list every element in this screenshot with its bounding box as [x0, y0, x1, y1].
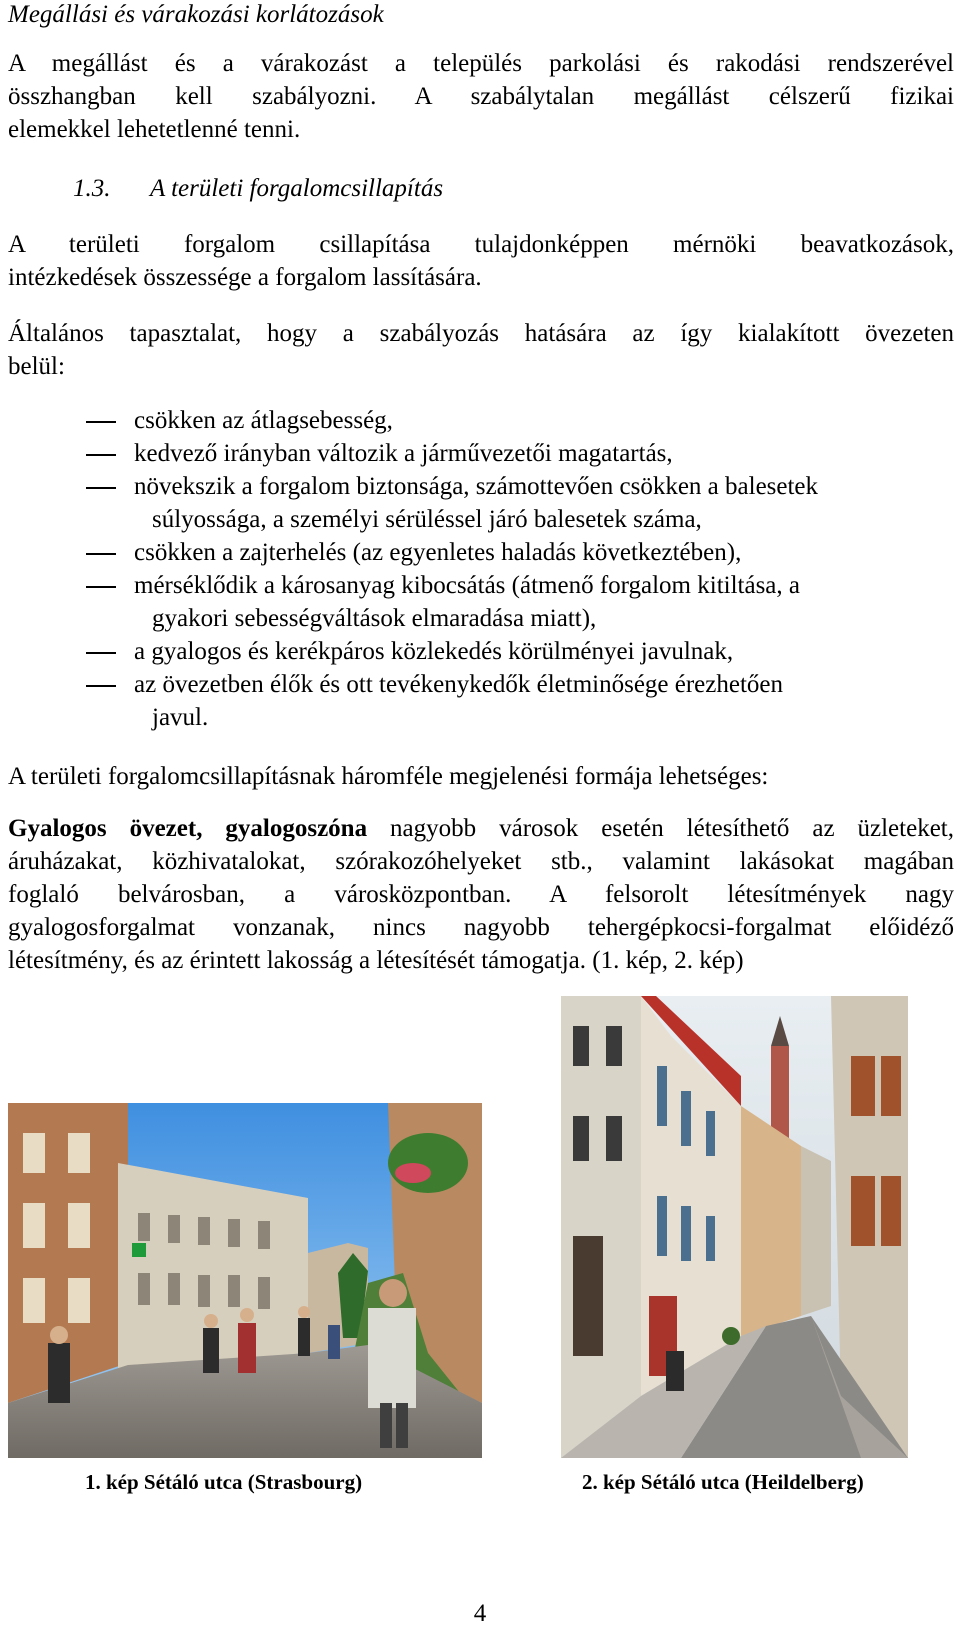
- list-item-continuation: gyakori sebességváltások elmaradása miatt),: [152, 605, 597, 632]
- bullet-dash: [86, 454, 116, 456]
- list-item: csökken az átlagsebesség,: [134, 407, 393, 434]
- page-number: 4: [473, 1600, 487, 1627]
- list-item-continuation: javul.: [152, 704, 209, 731]
- subsection-number: 1.3.: [73, 175, 111, 202]
- photo-heidelberg-street: [561, 996, 908, 1458]
- paragraph-2-line-2: intézkedések összessége a forgalom lassítására.: [8, 264, 482, 291]
- photo-strasbourg-street: [8, 1103, 482, 1458]
- section-heading: Megállási és várakozási korlátozások: [8, 1, 384, 28]
- paragraph-5-line-1: [8, 812, 954, 845]
- paragraph-1-line-1: A megállást és a várakozást a település parkolási és rakodási rendszerével: [8, 50, 954, 77]
- photo-1-caption: 1. kép Sétáló utca (Strasbourg): [85, 1470, 363, 1494]
- list-item: csökken a zajterhelés (az egyenletes haladás következtében),: [134, 539, 742, 566]
- paragraph-5-line-3: foglaló belvárosban, a városközpontban. A felsorolt létesítmények nagy: [8, 881, 954, 908]
- bold-lead-term: Gyalogos övezet, gyalogoszóna: [8, 815, 368, 842]
- list-item: kedvező irányban változik a járművezetői magatartás,: [134, 440, 673, 467]
- street-photo-illustration: [561, 996, 908, 1458]
- subsection-title: A területi forgalomcsillapítás: [150, 175, 444, 202]
- paragraph-5-line-2: áruházakat, közhivatalokat, szórakozóhelyeket stb., valamint lakásokat magában: [8, 848, 954, 875]
- paragraph-3-line-1: Általános tapasztalat, hogy a szabályozás hatására az így kialakított övezeten: [8, 320, 954, 347]
- bullet-dash: [86, 652, 116, 654]
- list-item: a gyalogos és kerékpáros közlekedés körülményei javulnak,: [134, 638, 734, 665]
- paragraph-5-line-5: létesítmény, és az érintett lakosság a létesítését támogatja. (1. kép, 2. kép): [8, 947, 744, 974]
- paragraph-4: A területi forgalomcsillapításnak háromféle megjelenési formája lehetséges:: [8, 763, 769, 790]
- paragraph-5-line-1-rest: nagyobb városok esetén létesíthető az üzleteket,: [367, 815, 954, 842]
- paragraph-3-line-2: belül:: [8, 353, 65, 380]
- bullet-dash: [86, 586, 116, 588]
- paragraph-1-line-2: összhangban kell szabályozni. A szabálytalan megállást célszerű fizikai: [8, 83, 954, 110]
- bullet-dash: [86, 421, 116, 423]
- paragraph-1-line-3: elemekkel lehetetlenné tenni.: [8, 116, 301, 143]
- list-item: mérséklődik a károsanyag kibocsátás (átmenő forgalom kitiltása, a: [134, 572, 801, 599]
- paragraph-2-line-1: A területi forgalom csillapítása tulajdonképpen mérnöki beavatkozások,: [8, 231, 954, 258]
- paragraph-5-line-4: gyalogosforgalmat vonzanak, nincs nagyobb tehergépkocsi-forgalmat előidéző: [8, 914, 954, 941]
- photo-2-caption: 2. kép Sétáló utca (Heildelberg): [582, 1470, 864, 1494]
- street-photo-illustration: [8, 1103, 482, 1458]
- list-item: az övezetben élők és ott tevékenykedők életminősége érezhetően: [134, 671, 784, 698]
- bullet-dash: [86, 685, 116, 687]
- bullet-dash: [86, 553, 116, 555]
- bullet-dash: [86, 487, 116, 489]
- list-item: növekszik a forgalom biztonsága, számottevően csökken a balesetek: [134, 473, 819, 500]
- list-item-continuation: súlyossága, a személyi sérüléssel járó balesetek száma,: [152, 506, 702, 533]
